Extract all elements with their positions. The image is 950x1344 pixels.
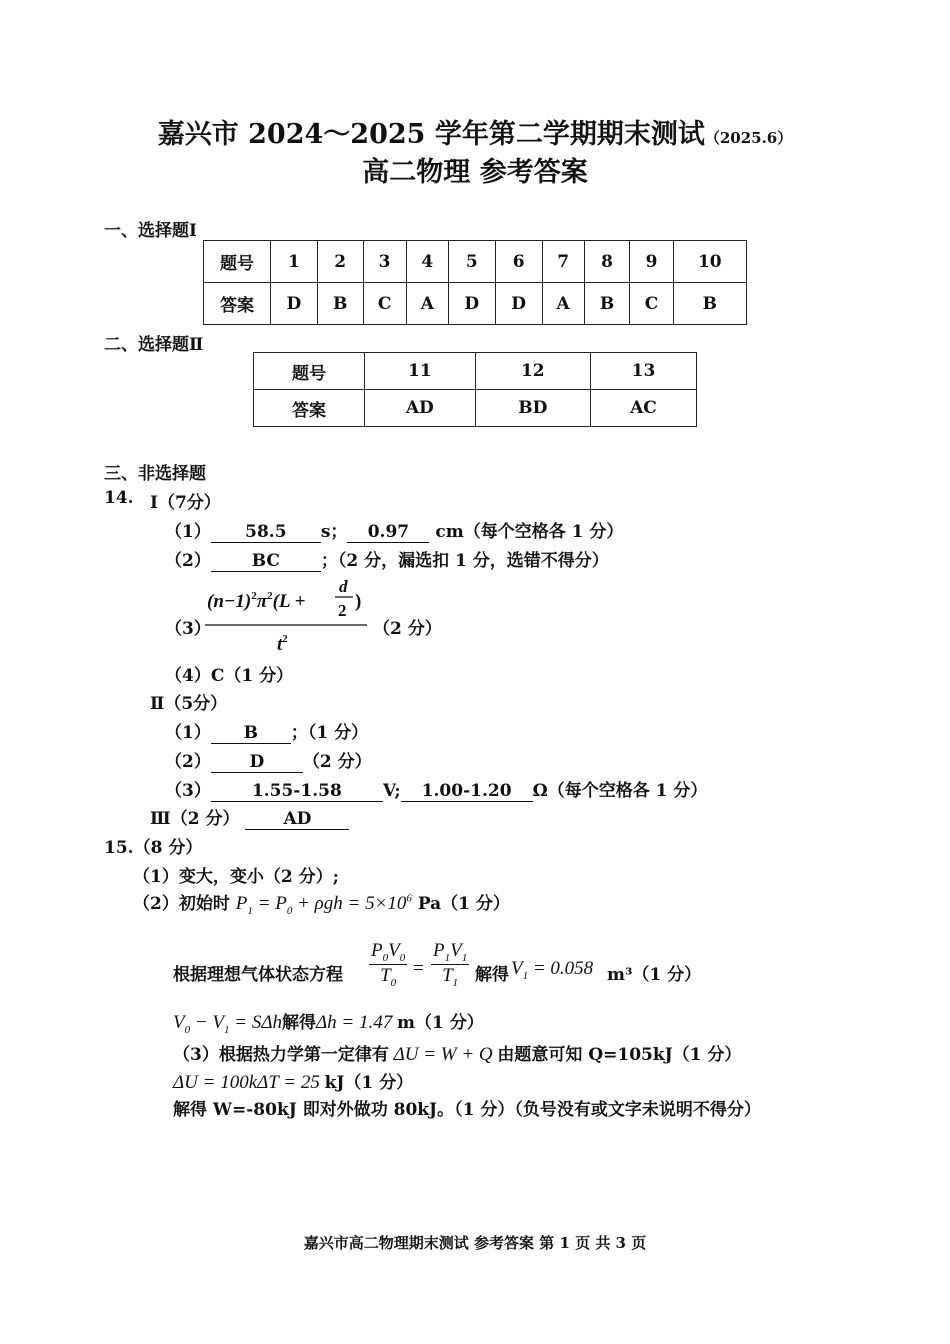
table2-answer-row <box>254 390 697 427</box>
q-number: 1 <box>271 241 318 283</box>
blank-answer: 58.5 <box>211 522 321 543</box>
answer-cell: D <box>448 283 495 325</box>
equals-sign: = <box>413 958 424 979</box>
q15-line7: 解得 W=-80kJ 即对外做功 80kJ。（1 分）（负号没有或文字未说明不得分） <box>173 1100 761 1120</box>
table1-answer-row <box>204 283 747 325</box>
q-number: 6 <box>495 241 542 283</box>
q-number: 5 <box>448 241 495 283</box>
q14-part2-line1 <box>165 718 368 744</box>
note-text: 由题意可知 Q=105kJ（1 分） <box>497 1045 742 1065</box>
svg-text:d: d <box>339 577 348 596</box>
formula-period-equation <box>203 576 379 656</box>
answer-cell: AC <box>590 390 696 427</box>
section3-heading: 三、非选择题 <box>104 464 206 484</box>
q14-part3 <box>150 804 349 830</box>
q14-label: 14. <box>104 488 134 508</box>
answer-table-2 <box>253 352 697 427</box>
answer-cell: B <box>317 283 363 325</box>
line-prefix: （2） <box>165 752 211 772</box>
section2-heading: 二、选择题Ⅱ <box>104 335 204 355</box>
q-number: 10 <box>673 241 746 283</box>
line-prefix: （2）初始时 <box>133 894 230 914</box>
formula-initial-pressure: $P_1 = P_0 + \rho gh = 5\times 10^6$ <box>235 892 412 917</box>
blank-answer: 1.00-1.20 <box>401 781 533 802</box>
section1-heading: 一、选择题Ⅰ <box>104 221 197 241</box>
answer-cell: A <box>542 283 584 325</box>
svg-text:): ) <box>355 591 362 612</box>
q-number: 13 <box>590 353 696 390</box>
blank-answer: B <box>211 723 291 744</box>
unit-text: Pa（1 分） <box>417 894 510 914</box>
formula-ratio-left: $\frac{P_0V_0}{T_0}$ <box>371 940 406 989</box>
formula-internal-energy: ΔU = 100kΔT = 25 <box>173 1072 325 1093</box>
formula-height-result: Δh = 1.47 <box>316 1012 398 1033</box>
formula-ratio-right: $\frac{P_1V_1}{T_1}$ <box>433 940 468 989</box>
q-number: 4 <box>406 241 448 283</box>
formula-volume-change: $V_0 - V_1 = S\Delta h$ <box>173 1012 283 1036</box>
line-prefix: （3） <box>165 781 211 801</box>
answer-cell: BD <box>475 390 590 427</box>
q15-line2 <box>133 889 510 917</box>
note-text: ；（2 分，漏选扣 1 分，选错不得分） <box>320 551 609 571</box>
q-number: 3 <box>363 241 406 283</box>
line-prefix: （3）根据热力学第一定律有 <box>173 1045 389 1065</box>
q15-line1: （1）变大，变小（2 分）; <box>133 867 339 887</box>
row-label-a: 答案 <box>254 390 365 427</box>
answer-cell: C <box>363 283 406 325</box>
q15-line5 <box>173 1040 741 1066</box>
blank-answer: 1.55-1.58 <box>211 781 383 802</box>
q-number: 9 <box>630 241 673 283</box>
table2-number-row <box>254 353 697 390</box>
unit-text: kJ（1 分） <box>324 1073 414 1093</box>
page-subtitle: 高二物理 参考答案 <box>362 157 588 188</box>
q15-line6 <box>173 1068 413 1094</box>
q14-part2-line3 <box>165 776 707 802</box>
answer-cell: A <box>406 283 448 325</box>
title-main: 嘉兴市 2024～2025 学年第二学期期末测试 <box>157 119 705 150</box>
row-label-a: 答案 <box>204 283 271 325</box>
blank-answer: 0.97 <box>347 522 429 543</box>
unit-text: Ω（每个空格各 1 分） <box>532 781 708 801</box>
line-prefix: （1） <box>165 522 211 542</box>
q14-line2 <box>165 546 609 572</box>
line-prefix: 根据理想气体状态方程 <box>173 965 343 985</box>
part3-heading: Ⅲ（2 分） <box>150 809 240 829</box>
unit-text: m（1 分） <box>397 1013 484 1033</box>
score-note: （2 分） <box>373 619 442 639</box>
svg-text:2: 2 <box>338 601 347 620</box>
q-number: 7 <box>542 241 584 283</box>
svg-text:(n−1)2π2(L +: $(n-1)^2\pi^2(L$ + <box>207 590 306 612</box>
q-number: 2 <box>317 241 363 283</box>
formula-volume-result: $V_1 = 0.058$ <box>511 958 594 982</box>
row-label-q: 题号 <box>204 241 271 283</box>
score-note: ；（1 分） <box>290 723 369 743</box>
formula-first-law: ΔU = W + Q <box>388 1044 498 1065</box>
page-footer: 嘉兴市高二物理期末测试 参考答案 第 1 页 共 3 页 <box>303 1234 647 1252</box>
line-prefix: （1） <box>165 723 211 743</box>
table1-number-row <box>204 241 747 283</box>
answer-cell: D <box>495 283 542 325</box>
answer-cell: B <box>584 283 630 325</box>
unit-text: m³（1 分） <box>607 965 702 985</box>
unit-text: cm（每个空格各 1 分） <box>435 522 624 542</box>
answer-table-1 <box>203 240 747 325</box>
title-date: （2025.6） <box>704 129 793 147</box>
q14-part2-heading: Ⅱ（5分） <box>150 694 228 714</box>
blank-answer: D <box>211 752 303 773</box>
q14-line4: （4）C（1 分） <box>165 666 294 686</box>
q-number: 11 <box>365 353 476 390</box>
line-prefix: （2） <box>165 551 211 571</box>
unit-text: V; <box>382 781 401 801</box>
q15-line4 <box>173 1008 484 1036</box>
blank-answer: AD <box>245 809 349 830</box>
q14-part2-line2 <box>165 747 372 773</box>
q14-part1-heading: Ⅰ（7分） <box>150 493 221 513</box>
q14-line1 <box>165 517 623 543</box>
q-number: 12 <box>475 353 590 390</box>
blank-answer: BC <box>211 551 321 572</box>
q15-label: 15.（8 分） <box>104 838 203 858</box>
answer-cell: D <box>271 283 318 325</box>
answer-cell: B <box>673 283 746 325</box>
score-note: （2 分） <box>302 752 372 772</box>
answer-cell: AD <box>365 390 476 427</box>
answer-cell: C <box>630 283 673 325</box>
svg-text:t2: $t^2$ <box>277 633 288 655</box>
unit-text: s； <box>320 522 348 542</box>
solve-text: 解得 <box>282 1013 317 1033</box>
q-number: 8 <box>584 241 630 283</box>
row-label-q: 题号 <box>254 353 365 390</box>
line-prefix: （3） <box>165 619 211 639</box>
page-title <box>0 112 950 151</box>
solve-text: 解得 <box>475 965 509 985</box>
